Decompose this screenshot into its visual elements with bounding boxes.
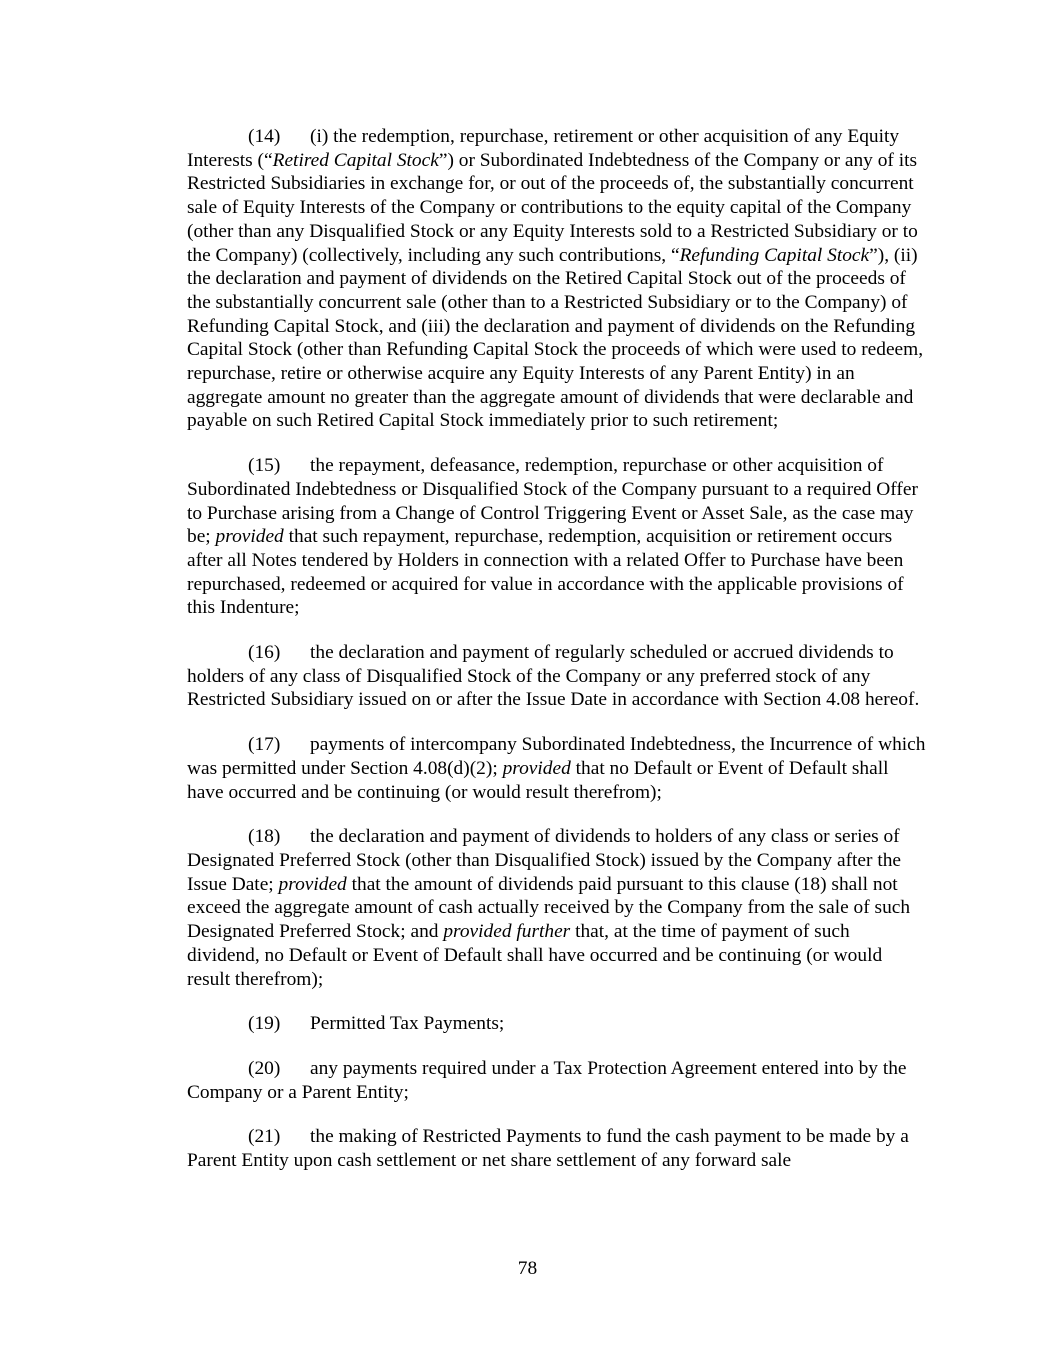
clause-text: any payments required under a Tax Protection Agreement entered into by the Company or a Parent Entity; xyxy=(187,1057,907,1103)
clause-text: Permitted Tax Payments; xyxy=(310,1013,505,1035)
clause-text: that no Default or Event of Default shall have occurred and be continuing (or would result therefrom); xyxy=(187,757,889,803)
clause-text: the making of Restricted Payments to fund the cash payment to be made by a Parent Entity upon cash settlement or net share settlement of any forward sale xyxy=(187,1126,909,1172)
clause-text: ”) or Subordinated Indebtedness of the Company or any of its Restricted Subsidiaries in exchange for, or out of the proceeds of, the substantially concurrent sale of Equity Interests of the Company or contributions to the equity capital of the Company (other than any Disqualified Stock or any Equity Interests sold to a Restricted Subsidiary or to the Company) (collectively, including any such contributions, “ xyxy=(187,149,918,266)
clause-number: (21) xyxy=(248,1126,281,1148)
clause-text: the repayment, defeasance, redemption, repurchase or other acquisition of Subordinated Indebtedness or Disqualified Stock of the Company pursuant to a required Offer to Purchase arising from a Change of Control Triggering Event or Asset Sale, as the case may be; xyxy=(187,455,918,548)
defined-term: provided further xyxy=(443,921,571,943)
clause-number: (18) xyxy=(248,826,281,848)
clause-text: that, at the time of payment of such dividend, no Default or Event of Default shall have occurred and be continuing (or would result therefrom); xyxy=(187,921,883,990)
clause-number: (14) xyxy=(248,126,281,147)
clause-number: (15) xyxy=(248,455,281,477)
clause-number: (19) xyxy=(248,1013,281,1035)
defined-term: provided xyxy=(502,757,571,779)
document-body xyxy=(187,125,927,1194)
clause-paragraph xyxy=(187,1012,927,1036)
clause-paragraph xyxy=(187,125,927,433)
clause-paragraph xyxy=(187,641,927,712)
defined-term: provided xyxy=(215,526,284,548)
clause-number: (17) xyxy=(248,734,281,756)
clause-paragraph xyxy=(187,825,927,991)
clause-text: that such repayment, repurchase, redemption, acquisition or retirement occurs after all Notes tendered by Holders in connection with a related Offer to Purchase have been repurchased, redeemed or acquired for value in accordance with the applicable provisions of this Indenture; xyxy=(187,526,904,619)
clause-number: (20) xyxy=(248,1057,281,1079)
defined-term: Retired Capital Stock xyxy=(272,149,439,171)
clause-text: the declaration and payment of dividends to holders of any class or series of Designated Preferred Stock (other than Disqualified Stock) issued by the Company after the Issue Date; xyxy=(187,826,902,895)
clause-paragraph xyxy=(187,454,927,620)
clause-text: (i) the redemption, repurchase, retirement or other acquisition of any Equity Interests (“ xyxy=(187,126,900,171)
defined-term: Refunding Capital Stock xyxy=(679,244,870,266)
clause-text: ”), (ii) the declaration and payment of dividends on the Retired Capital Stock out of the proceeds of the substantially concurrent sale (other than to a Restricted Subsidiary or to the Company) of Refunding Capital Stock, and (iii) the declaration and payment of dividends on the Refunding Capital Stock (other than Refunding Capital Stock the proceeds of which were used to redeem, repurchase, retire or otherwise acquire any Equity Interests of any Parent Entity) in an aggregate amount no greater than the aggregate amount of dividends that were declarable and payable on such Retired Capital Stock immediately prior to such retirement; xyxy=(187,244,924,432)
clause-text: that the amount of dividends paid pursuant to this clause (18) shall not exceed the aggregate amount of cash actually received by the Company from the sale of such Designated Preferred Stock; and xyxy=(187,873,911,943)
clause-text: the declaration and payment of regularly scheduled or accrued dividends to holders of any class of Disqualified Stock of the Company or any preferred stock of any Restricted Subsidiary issued on or after the Issue Date in accordance with Section 4.08 hereof. xyxy=(187,642,920,711)
page-number: 78 xyxy=(517,1258,538,1279)
defined-term: provided xyxy=(278,873,347,895)
clause-paragraph xyxy=(187,1125,927,1172)
clause-paragraph xyxy=(187,733,927,804)
clause-number: (16) xyxy=(248,642,281,664)
clause-text: payments of intercompany Subordinated Indebtedness, the Incurrence of which was permitted under Section 4.08(d)(2); xyxy=(187,734,926,779)
clause-paragraph xyxy=(187,1057,927,1104)
